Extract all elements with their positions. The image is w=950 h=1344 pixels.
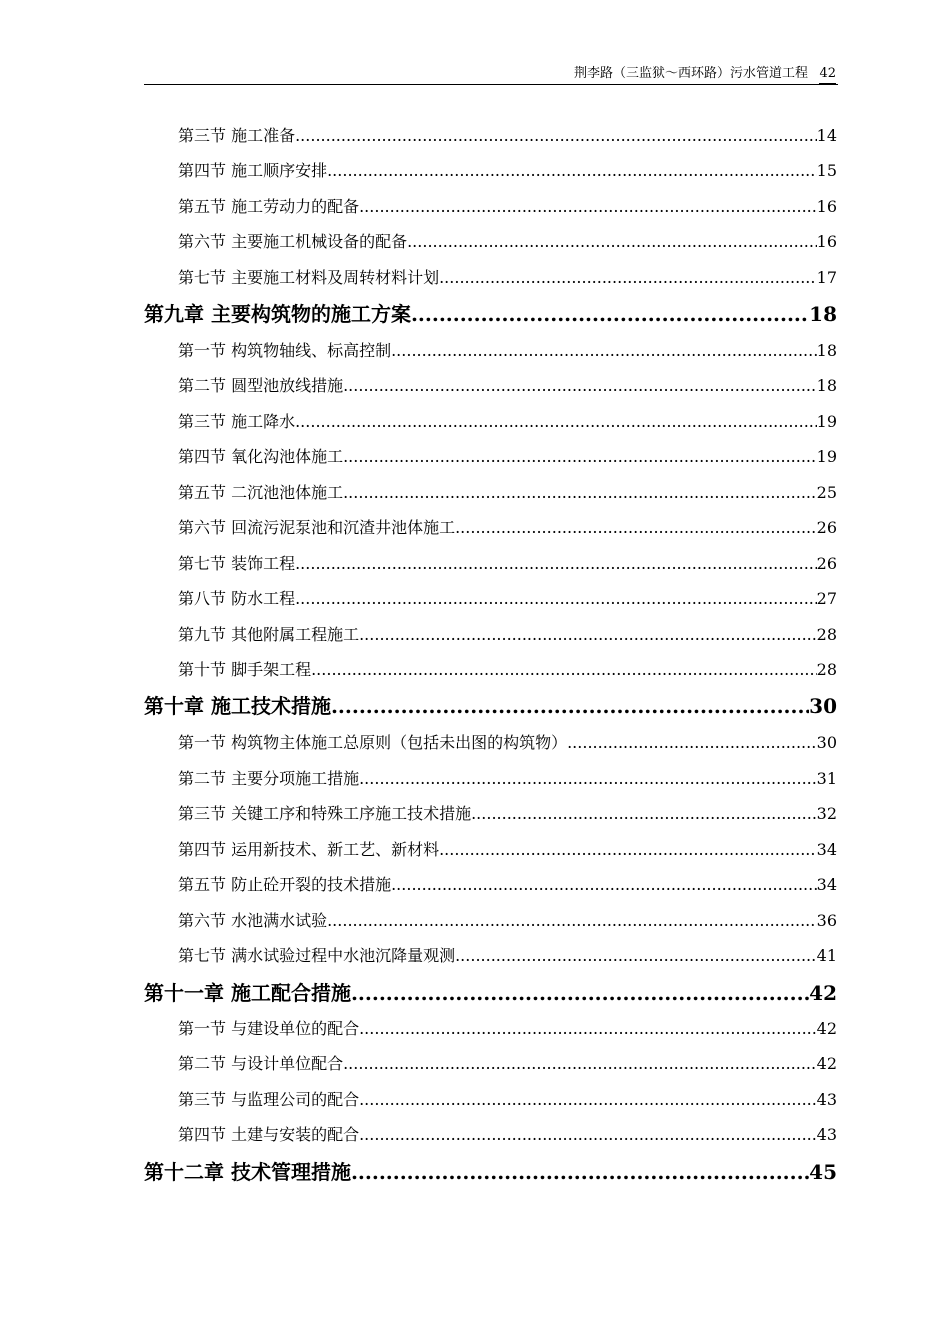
toc-entry[interactable] [178, 1053, 837, 1075]
toc-entry[interactable] [178, 231, 837, 253]
toc-dot-leader [351, 980, 809, 1006]
toc-dot-leader [343, 446, 817, 468]
toc-entry-page: 34 [816, 875, 837, 894]
toc-entry[interactable] [178, 340, 837, 362]
toc-entry-page: 25 [816, 483, 837, 502]
toc-dot-leader [311, 659, 817, 681]
toc-entry-page: 14 [816, 126, 837, 145]
toc-entry[interactable] [178, 945, 837, 967]
toc-entry-label: 第十节 脚手架工程 [178, 660, 312, 679]
toc-chapter-entry[interactable] [144, 301, 837, 327]
toc-entry[interactable] [178, 267, 837, 289]
toc-entry-page: 27 [816, 589, 837, 608]
toc-dot-leader [295, 588, 817, 610]
toc-entry-page: 43 [816, 1125, 837, 1144]
toc-dot-leader [567, 732, 817, 754]
toc-entry-label: 第五节 防止砼开裂的技术措施 [178, 875, 392, 894]
toc-entry-page: 42 [816, 1054, 837, 1073]
toc-entry-page: 36 [816, 911, 837, 930]
toc-chapter-label: 第十二章 技术管理措施 [144, 1160, 351, 1184]
toc-entry[interactable] [178, 196, 837, 218]
toc-dot-leader [327, 910, 817, 932]
toc-entry-label: 第四节 施工顺序安排 [178, 161, 328, 180]
toc-entry-page: 28 [816, 625, 837, 644]
toc-dot-leader [359, 768, 817, 790]
toc-entry-label: 第一节 构筑物主体施工总原则（包括未出图的构筑物） [178, 733, 568, 752]
toc-entry-page: 42 [816, 1019, 837, 1038]
toc-entry-label: 第四节 土建与安装的配合 [178, 1125, 360, 1144]
toc-entry[interactable] [178, 160, 837, 182]
toc-entry-page: 30 [816, 733, 837, 752]
toc-entry-label: 第五节 二沉池池体施工 [178, 483, 344, 502]
toc-dot-leader [439, 839, 817, 861]
toc-entry-page: 19 [816, 412, 837, 431]
toc-dot-leader [331, 693, 809, 719]
page-header [144, 62, 838, 85]
toc-dot-leader [359, 1124, 817, 1146]
toc-entry-label: 第二节 主要分项施工措施 [178, 769, 360, 788]
toc-entry-label: 第二节 圆型池放线措施 [178, 376, 344, 395]
toc-entry[interactable] [178, 839, 837, 861]
toc-entry-label: 第三节 与监理公司的配合 [178, 1090, 360, 1109]
toc-entry-page: 17 [816, 268, 837, 287]
toc-chapter-page: 30 [809, 694, 837, 718]
toc-dot-leader [343, 482, 817, 504]
toc-entry-label: 第五节 施工劳动力的配备 [178, 197, 360, 216]
header-title: 荆李路（三监狱～西环路）污水管道工程 [573, 66, 808, 81]
header-page-number: 42 [819, 66, 836, 84]
toc-entry[interactable] [178, 910, 837, 932]
toc-dot-leader [295, 553, 817, 575]
toc-entry-label: 第七节 装饰工程 [178, 554, 296, 573]
toc-dot-leader [455, 945, 817, 967]
toc-entry[interactable] [178, 732, 837, 754]
toc-entry-page: 15 [816, 161, 837, 180]
toc-entry[interactable] [178, 375, 837, 397]
toc-entry-label: 第六节 水池满水试验 [178, 911, 328, 930]
toc-dot-leader [359, 624, 817, 646]
toc-entry[interactable] [178, 874, 837, 896]
toc-entry-label: 第六节 回流污泥泵池和沉渣井池体施工 [178, 518, 456, 537]
toc-dot-leader [295, 411, 817, 433]
toc-entry-label: 第六节 主要施工机械设备的配备 [178, 232, 408, 251]
toc-entry[interactable] [178, 1089, 837, 1111]
toc-entry-page: 31 [816, 769, 837, 788]
toc-entry-page: 41 [816, 946, 837, 965]
toc-entry-page: 43 [816, 1090, 837, 1109]
toc-chapter-page: 18 [809, 302, 837, 326]
toc-entry-page: 32 [816, 804, 837, 823]
toc-dot-leader [455, 517, 817, 539]
toc-entry-label: 第一节 与建设单位的配合 [178, 1019, 360, 1038]
toc-chapter-label: 第十一章 施工配合措施 [144, 981, 351, 1005]
toc-entry-label: 第七节 主要施工材料及周转材料计划 [178, 268, 440, 287]
toc-dot-leader [411, 301, 809, 327]
toc-entry-label: 第四节 氧化沟池体施工 [178, 447, 344, 466]
toc-dot-leader [391, 874, 817, 896]
toc-entry-page: 18 [816, 376, 837, 395]
toc-chapter-label: 第九章 主要构筑物的施工方案 [144, 302, 411, 326]
toc-dot-leader [359, 1018, 817, 1040]
toc-dot-leader [343, 1053, 817, 1075]
toc-dot-leader [407, 231, 817, 253]
toc-entry[interactable] [178, 803, 837, 825]
toc-entry[interactable] [178, 588, 837, 610]
toc-entry-label: 第四节 运用新技术、新工艺、新材料 [178, 840, 440, 859]
toc-chapter-page: 45 [809, 1160, 837, 1184]
toc-entry[interactable] [178, 1018, 837, 1040]
toc-entry-page: 34 [816, 840, 837, 859]
toc-entry-page: 28 [816, 660, 837, 679]
toc-entry-label: 第三节 施工降水 [178, 412, 296, 431]
toc-entry-page: 19 [816, 447, 837, 466]
toc-chapter-page: 42 [809, 981, 837, 1005]
toc-entry-page: 26 [816, 518, 837, 537]
toc-entry[interactable] [178, 624, 837, 646]
toc-entry[interactable] [178, 768, 837, 790]
toc-chapter-label: 第十章 施工技术措施 [144, 694, 331, 718]
toc-entry-label: 第三节 施工准备 [178, 126, 296, 145]
toc-entry[interactable] [178, 1124, 837, 1146]
toc-entry-page: 26 [816, 554, 837, 573]
toc-dot-leader [295, 125, 817, 147]
toc-dot-leader [391, 340, 817, 362]
toc-dot-leader [351, 1159, 809, 1185]
toc-entry-label: 第七节 满水试验过程中水池沉降量观测 [178, 946, 456, 965]
toc-dot-leader [439, 267, 817, 289]
toc-entry-label: 第三节 关键工序和特殊工序施工技术措施 [178, 804, 472, 823]
toc-entry-page: 16 [816, 197, 837, 216]
toc-entry[interactable] [178, 553, 837, 575]
toc-entry[interactable] [178, 659, 837, 681]
toc-chapter-entry[interactable] [144, 980, 837, 1006]
toc-entry-label: 第一节 构筑物轴线、标高控制 [178, 341, 392, 360]
toc-dot-leader [343, 375, 817, 397]
toc-entry-page: 16 [816, 232, 837, 251]
toc-entry-label: 第九节 其他附属工程施工 [178, 625, 360, 644]
toc-dot-leader [327, 160, 817, 182]
toc-chapter-entry[interactable] [144, 1159, 837, 1185]
toc-dot-leader [471, 803, 817, 825]
toc-dot-leader [359, 196, 817, 218]
toc-entry-label: 第二节 与设计单位配合 [178, 1054, 344, 1073]
toc-entry-label: 第八节 防水工程 [178, 589, 296, 608]
toc-dot-leader [359, 1089, 817, 1111]
toc-entry[interactable] [178, 446, 837, 468]
toc-entry[interactable] [178, 411, 837, 433]
toc-entry-page: 18 [816, 341, 837, 360]
toc-entry[interactable] [178, 125, 837, 147]
toc-entry[interactable] [178, 482, 837, 504]
toc-entry[interactable] [178, 517, 837, 539]
toc-chapter-entry[interactable] [144, 693, 837, 719]
